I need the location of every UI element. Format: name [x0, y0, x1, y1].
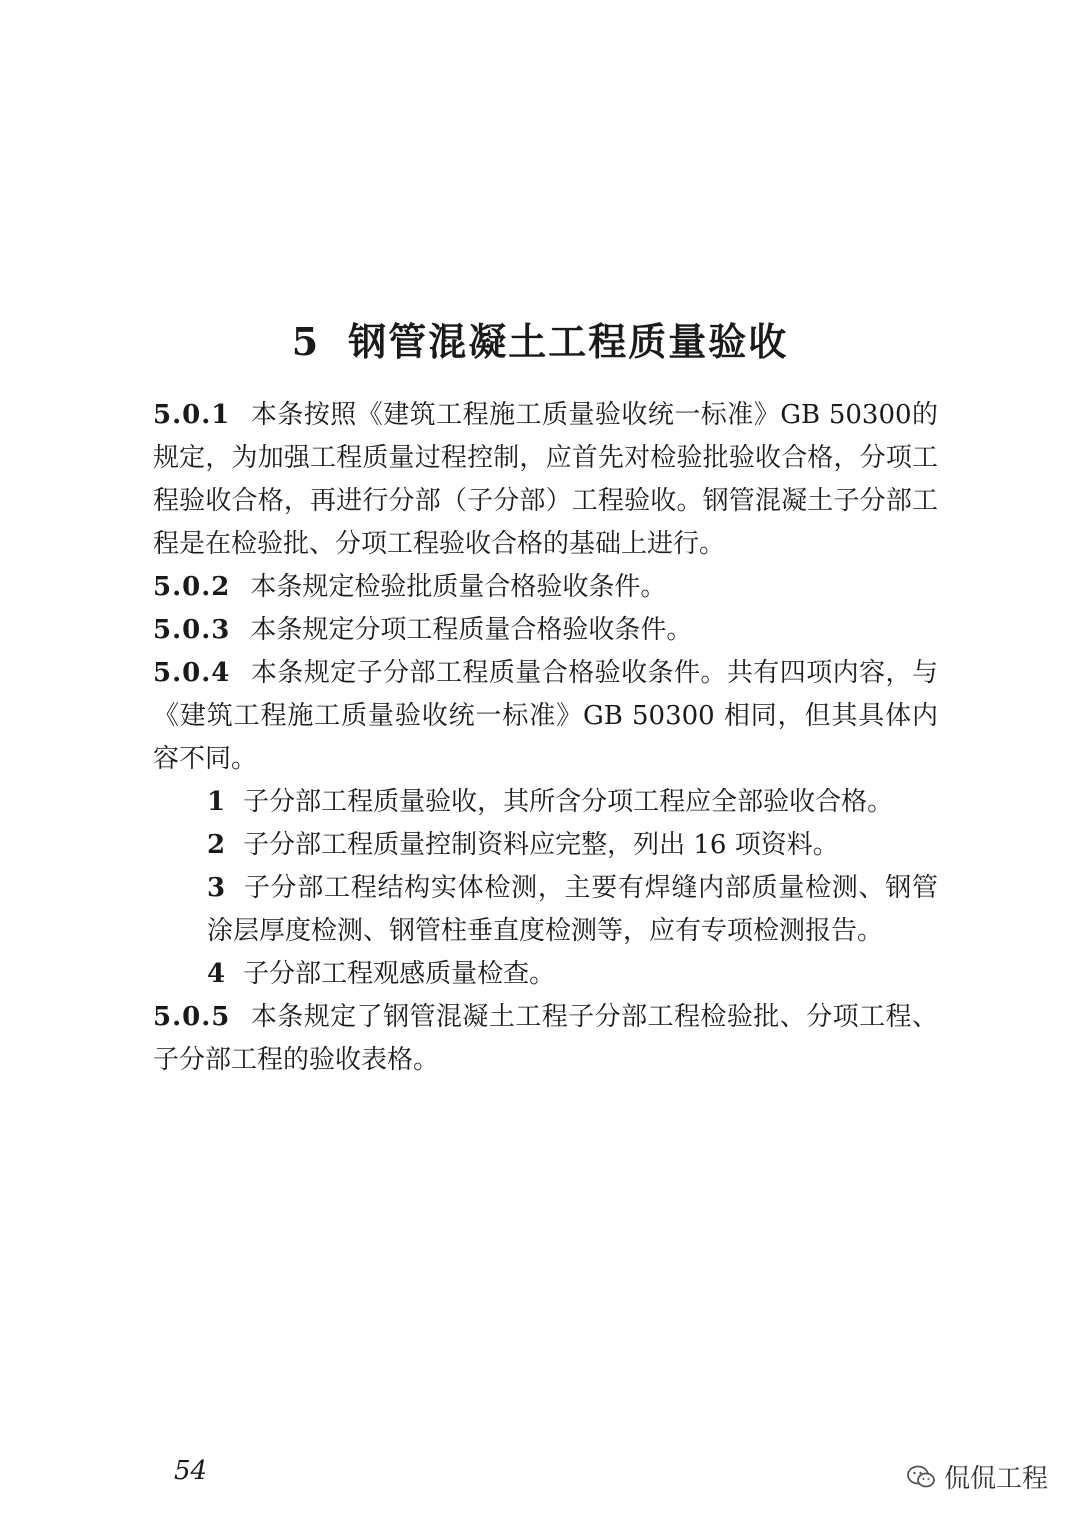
- clause-number: 5.0.3: [153, 615, 231, 645]
- item-number: 4: [207, 959, 226, 989]
- wechat-icon: [906, 1464, 936, 1490]
- clause-number: 5.0.2: [153, 572, 231, 602]
- item-text: 子分部工程质量验收，其所含分项工程应全部验收合格。: [243, 787, 894, 817]
- clause-number: 5.0.1: [153, 400, 231, 430]
- item-number: 1: [207, 787, 226, 817]
- chapter-number: 5: [291, 319, 321, 365]
- body-text: [153, 394, 938, 1082]
- watermark-text: 侃侃工程: [944, 1464, 1049, 1494]
- watermark: [906, 1458, 1048, 1495]
- list-item: [153, 824, 938, 867]
- item-text: 子分部工程结构实体检测，主要有焊缝内部质量检测、钢管涂层厚度检测、钢管柱垂直度检测等，应有专项检测报告。: [207, 873, 938, 946]
- item-text: 子分部工程质量控制资料应完整，列出 16 项资料。: [243, 830, 839, 860]
- clause-number: 5.0.4: [153, 658, 231, 688]
- list-item: [153, 867, 938, 953]
- list-item: [153, 953, 938, 996]
- clause-paragraph: [153, 652, 938, 781]
- clause-text: 本条规定分项工程质量合格验收条件。: [250, 615, 693, 645]
- item-number: 3: [207, 873, 226, 903]
- clause-paragraph: [153, 609, 938, 652]
- page-number: 54: [174, 1456, 208, 1486]
- clause-paragraph: [153, 566, 938, 609]
- clause-text: 本条规定子分部工程质量合格验收条件。共有四项内容，与《建筑工程施工质量验收统一标准》GB 50300 相同，但其具体内容不同。: [153, 658, 938, 774]
- item-text: 子分部工程观感质量检查。: [243, 959, 556, 989]
- clause-text: 本条规定检验批质量合格验收条件。: [250, 572, 667, 602]
- chapter-title-text: 钢管混凝土工程质量验收: [348, 319, 789, 365]
- clause-paragraph: [153, 394, 938, 566]
- clause-text: 本条规定了钢管混凝土工程子分部工程检验批、分项工程、子分部工程的验收表格。: [153, 1002, 938, 1075]
- list-item: [153, 781, 938, 824]
- chapter-title: [0, 311, 1080, 366]
- clause-paragraph: [153, 996, 938, 1082]
- clause-text: 本条按照《建筑工程施工质量验收统一标准》GB 50300的规定，为加强工程质量过程控制，应首先对检验批验收合格，分项工程验收合格，再进行分部（子分部）工程验收。钢管混凝土子分部工程是在检验批、分项工程验收合格的基础上进行。: [153, 400, 938, 559]
- clause-number: 5.0.5: [153, 1002, 231, 1032]
- item-number: 2: [207, 830, 226, 860]
